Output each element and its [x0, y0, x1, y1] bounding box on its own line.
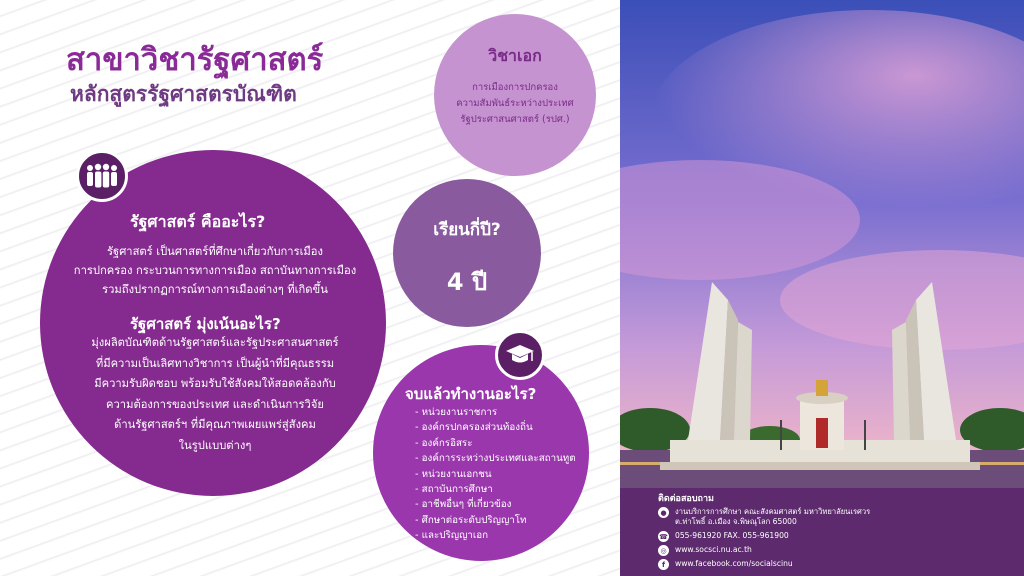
duration-answer: 4 ปี — [446, 268, 488, 296]
focus-line: ความต้องการของประเทศ และดำเนินการวิจัย — [106, 397, 324, 411]
major-list — [434, 80, 596, 128]
contact-phone — [658, 531, 789, 542]
what-is-line: รัฐศาสตร์ เป็นศาสตร์ที่ศึกษาเกี่ยวกับการเมือง — [107, 245, 323, 258]
duration-question: เรียนกี่ปี? — [433, 220, 501, 240]
focus-line: ที่มีความเป็นเลิศทางวิชาการ เป็นผู้นำที่มีคุณธรรม — [95, 356, 335, 370]
career-item: - หน่วยงานเอกชน — [415, 467, 576, 482]
contact-website[interactable] — [658, 545, 752, 556]
duration-circle — [393, 179, 541, 327]
what-is-line: รวมถึงปรากฏการณ์ทางการเมืองต่างๆ ที่เกิดขึ้น — [102, 283, 328, 296]
what-is-answer — [60, 242, 370, 299]
facebook-link[interactable]: www.facebook.com/socialscinu — [675, 559, 793, 568]
page-title: สาขาวิชารัฐศาสตร์ — [66, 42, 324, 78]
career-question: จบแล้วทำงานอะไร? — [405, 385, 537, 403]
contact-heading: ติดต่อสอบถาม — [658, 494, 714, 504]
focus-line: มุ่งผลิตบัณฑิตด้านรัฐศาสตร์และรัฐประศาสนศาสตร์ — [91, 336, 339, 349]
website-link[interactable]: www.socsci.nu.ac.th — [675, 545, 752, 554]
phone-icon: ☎ — [659, 532, 668, 541]
career-item: - หน่วยงานราชการ — [415, 405, 576, 420]
major-item: รัฐประศาสนศาสตร์ (รปศ.) — [460, 114, 570, 125]
career-item: - องค์กรอิสระ — [415, 436, 576, 451]
major-item: การเมืองการปกครอง — [472, 82, 558, 93]
career-item-cont: - และปริญญาเอก — [415, 528, 576, 543]
career-list — [415, 405, 576, 544]
contact-facebook[interactable] — [658, 559, 793, 570]
career-item: - อาชีพอื่นๆ ที่เกี่ยวข้อง — [415, 497, 576, 512]
address-line: งานบริการการศึกษา คณะสังคมศาสตร์ มหาวิทยาลัยนเรศวร — [675, 507, 871, 516]
contact-address — [658, 507, 870, 526]
career-item: - องค์การระหว่างประเทศและสถานทูต — [415, 451, 576, 466]
what-is-line: การปกครอง กระบวนการทางการเมือง สถาบันทางการเมือง — [73, 264, 357, 277]
focus-question: รัฐศาสตร์ มุ่งเน้นอะไร? — [130, 315, 281, 333]
focus-line: ด้านรัฐศาสตร์ฯ ที่มีคุณภาพเผยแพร่สู่สังคม — [114, 418, 316, 431]
career-item: - ศึกษาต่อระดับปริญญาโท — [415, 513, 576, 528]
focus-line: มีความรับผิดชอบ พร้อมรับใช้สังคมให้สอดคล้องกับ — [94, 377, 336, 390]
career-item: - สถาบันการศึกษา — [415, 482, 576, 497]
major-item: ความสัมพันธ์ระหว่างประเทศ — [456, 98, 574, 109]
location-pin-icon: ● — [658, 507, 669, 518]
globe-icon: ◎ — [658, 545, 669, 556]
address-line: ต.ท่าโพธิ์ อ.เมือง จ.พิษณุโลก 65000 — [675, 516, 797, 526]
people-group-icon — [76, 150, 128, 202]
focus-answer — [55, 333, 375, 456]
major-title: วิชาเอก — [488, 46, 542, 65]
phone-text: 055-961920 FAX. 055-961900 — [675, 531, 789, 540]
graduation-cap-icon — [495, 330, 545, 380]
focus-line: ในรูปแบบต่างๆ — [178, 438, 252, 452]
career-item: - องค์กรปกครองส่วนท้องถิ่น — [415, 420, 576, 435]
what-is-question: รัฐศาสตร์ คืออะไร? — [130, 212, 266, 231]
facebook-icon: f — [658, 559, 669, 570]
page-subtitle: หลักสูตรรัฐศาสตรบัณฑิต — [70, 82, 297, 106]
